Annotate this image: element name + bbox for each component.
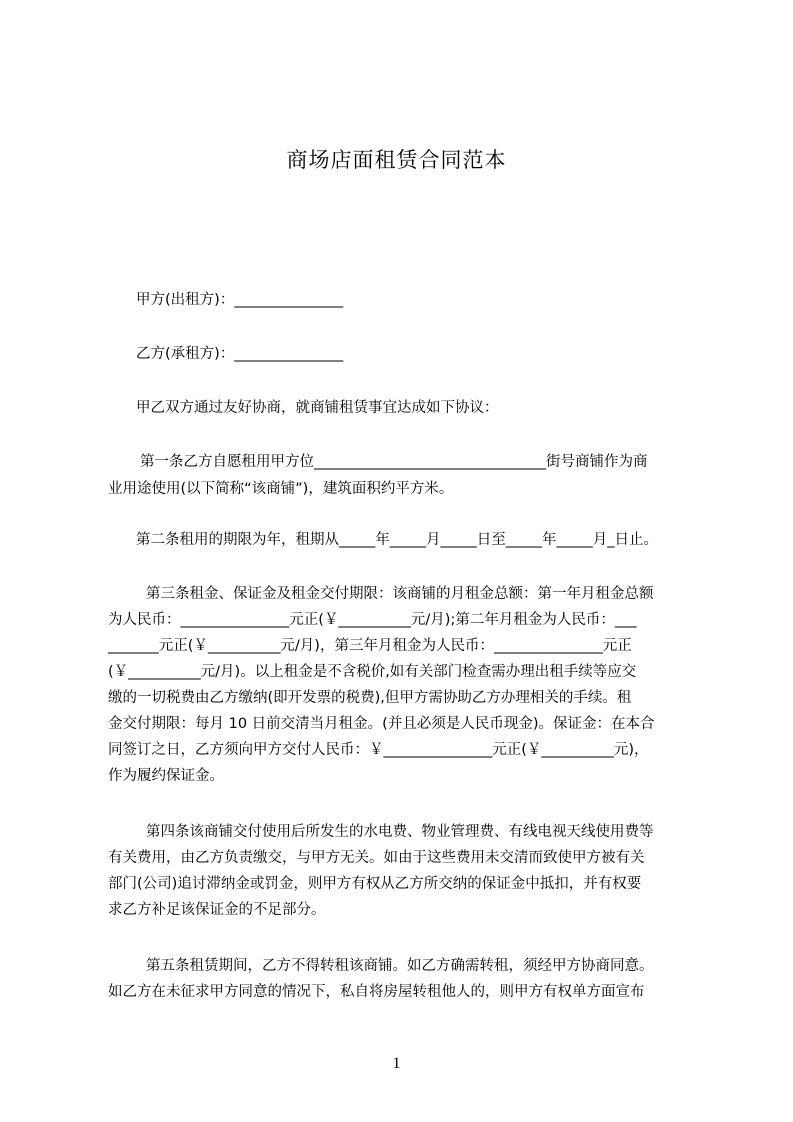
article1-line: 第一条乙方自愿租用甲方位________________________________街号商铺作为商 xyxy=(140,454,648,470)
article3-line: 作为履约保证金。 xyxy=(108,768,224,784)
page-number: 1 xyxy=(392,1055,401,1072)
article5-line: 如乙方在未征求甲方同意的情况下，私自将房屋转租他人的，则甲方有权单方面宣布 xyxy=(108,984,645,1000)
article4-line: 求乙方补足该保证金的不足部分。 xyxy=(108,902,326,918)
article2-line: 第二条租用的期限为年，租期从_____年_____月_____日至_____年_____月_日止。 xyxy=(136,532,658,548)
article4-line: 部门(公司)追讨滞纳金或罚金，则甲方有权从乙方所交纳的保证金中抵扣，并有权要 xyxy=(108,876,642,892)
article3-line: (￥__________元/月)。以上租金是不含税价,如有关部门检查需办理出租手续等应交 xyxy=(108,664,637,680)
article3-line: _______元正(￥__________元/月)，第三年月租金为人民币：_______________元正 xyxy=(108,638,632,654)
article3-line: 缴的一切税费由乙方缴纳(即开发票的税费),但甲方需协助乙方办理相关的手续。租 xyxy=(108,690,632,706)
article3-line: 第三条租金、保证金及租金交付期限：该商铺的月租金总额：第一年月租金总额 xyxy=(146,586,654,602)
article1-line: 业用途使用(以下简称“该商铺”)，建筑面积约平方米。 xyxy=(108,481,454,497)
article4-line: 有关费用，由乙方负责缴交，与甲方无关。如由于这些费用未交清而致使甲方被有关 xyxy=(108,850,645,866)
party-b-line: 乙方(承租方)：_______________ xyxy=(136,346,344,362)
party-a-line: 甲方(出租方)：_______________ xyxy=(136,292,344,308)
article3-line: 金交付期限：每月 10 日前交清当月租金。(并且必须是人民币现金)。保证金：在本合 xyxy=(108,716,655,732)
article4-line: 第四条该商铺交付使用后所发生的水电费、物业管理费、有线电视天线使用费等 xyxy=(146,824,654,840)
article3-line: 同签订之日，乙方须向甲方交付人民币：￥_______________元正(￥__________元)， xyxy=(108,742,649,758)
intro-paragraph: 甲乙双方通过友好协商，就商铺租赁事宜达成如下协议： xyxy=(136,400,499,416)
article5-line: 第五条租赁期间，乙方不得转租该商铺。如乙方确需转租，须经甲方协商同意。 xyxy=(146,958,654,974)
document-title: 商场店面租赁合同范本 xyxy=(286,148,507,172)
article3-line: 为人民币：_______________元正(￥__________元/月);第二年月租金为人民币：___ xyxy=(108,612,637,628)
